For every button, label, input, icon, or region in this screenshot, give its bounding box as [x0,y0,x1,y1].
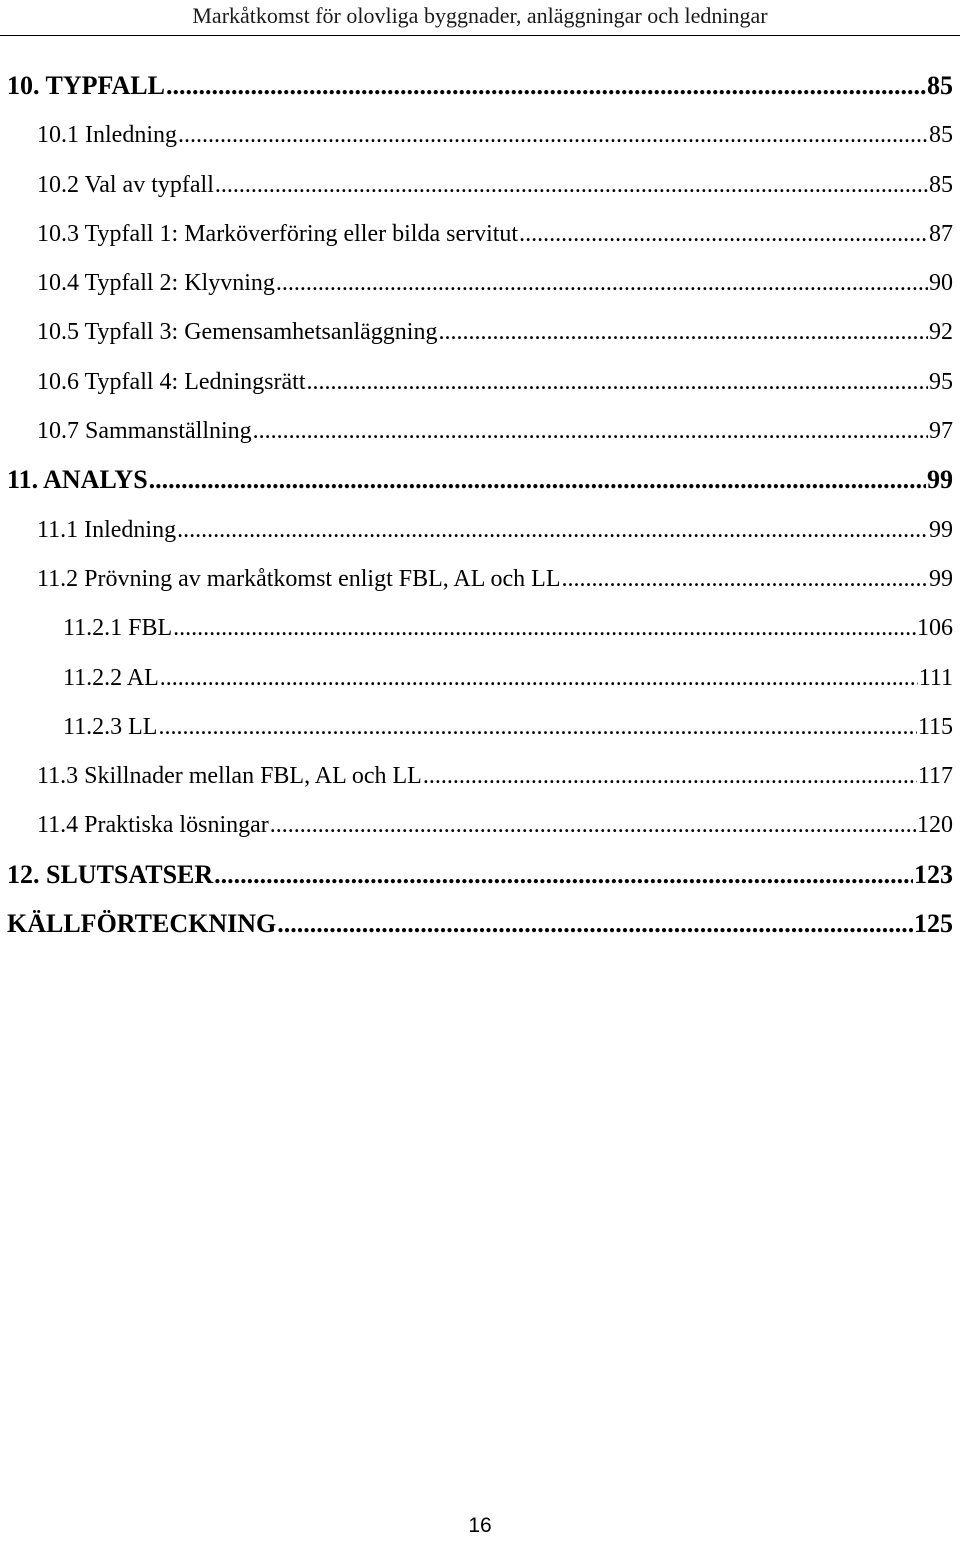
toc-entry-page-number: 85 [927,72,953,100]
toc-entry-title: 11.2.2 AL [63,664,159,691]
toc-entry[interactable] [0,900,960,949]
toc-entry-title: 12. SLUTSATSER [7,860,214,889]
toc-dot-leader [253,417,928,445]
toc-dot-leader [307,368,929,396]
toc-entry-title: 10.5 Typfall 3: Gemensamhetsanläggning [37,319,438,346]
toc-dot-leader [177,516,928,544]
toc-entry-line [63,664,953,692]
toc-entry-line [7,910,953,938]
toc-entry-title: 11.4 Praktiska lösningar [37,812,269,839]
toc-entry-title: 11.2.1 FBL [63,615,173,642]
toc-dot-leader [178,121,928,149]
toc-entry-title: 11.1 Inledning [37,516,177,543]
toc-entry-line [37,516,953,544]
toc-dot-leader [166,72,926,100]
toc-dot-leader [519,220,928,248]
toc-entry-page-number: 120 [917,812,953,839]
toc-dot-leader [160,664,918,692]
toc-entry-line [37,121,953,149]
toc-dot-leader [158,713,916,741]
toc-entry-line [37,220,953,248]
toc-entry-page-number: 125 [914,910,953,939]
toc-entry-line [63,713,953,741]
toc-entry-page-number: 87 [929,220,953,247]
toc-entry-page-number: 99 [929,565,953,592]
toc-dot-leader [215,171,928,199]
toc-dot-leader [173,614,916,642]
toc-entry-line [7,72,953,100]
running-header [0,0,960,36]
toc-dot-leader [149,466,926,494]
toc-entry[interactable] [0,752,960,801]
toc-entry[interactable] [0,210,960,259]
toc-entry-title: 10.7 Sammanställning [37,418,252,445]
toc-entry[interactable] [0,506,960,555]
toc-dot-leader [270,811,916,839]
toc-entry[interactable] [0,801,960,850]
toc-entry-page-number: 90 [929,270,953,297]
toc-entry-line [37,318,953,346]
toc-entry-title: 11.2.3 LL [63,713,158,740]
toc-entry-page-number: 123 [914,860,953,889]
toc-entry[interactable] [0,111,960,160]
toc-entry-line [37,269,953,297]
toc-entry[interactable] [0,456,960,505]
toc-entry-line [37,565,953,593]
toc-entry-line [63,614,953,642]
toc-entry[interactable] [0,703,960,752]
toc-entry[interactable] [0,161,960,210]
toc-entry-page-number: 106 [917,615,953,642]
toc-entry-line [7,861,953,889]
toc-entry[interactable] [0,358,960,407]
toc-dot-leader [423,762,917,790]
toc-entry[interactable] [0,259,960,308]
toc-entry-title: KÄLLFÖRTECKNING [7,910,277,939]
toc-entry-page-number: 115 [917,713,953,740]
toc-entry-page-number: 99 [927,466,953,495]
toc-entry[interactable] [0,62,960,111]
toc-entry-page-number: 95 [929,368,953,395]
toc-dot-leader [214,861,913,889]
toc-entry-title: 11.3 Skillnader mellan FBL, AL och LL [37,763,422,790]
toc-dot-leader [276,269,928,297]
toc-entry-title: 10.6 Typfall 4: Ledningsrätt [37,368,306,395]
toc-entry-page-number: 85 [929,171,953,198]
toc-dot-leader [438,318,928,346]
toc-entry-title: 10.1 Inledning [37,122,177,149]
toc-entry-title: 10.3 Typfall 1: Marköverföring eller bilda servitut [37,220,519,247]
toc-entry-page-number: 111 [918,664,953,691]
toc-entry[interactable] [0,555,960,604]
toc-entry-line [37,171,953,199]
toc-entry[interactable] [0,654,960,703]
running-header-title: Markåtkomst för olovliga byggnader, anläggningar och ledningar [192,3,768,28]
toc-entry-title: 10.4 Typfall 2: Klyvning [37,270,275,297]
toc-entry-title: 11. ANALYS [7,466,148,495]
toc-entry-line [37,417,953,445]
toc-entry-page-number: 117 [917,763,953,790]
toc-entry-page-number: 97 [929,418,953,445]
toc-dot-leader [562,565,929,593]
toc-entry[interactable] [0,407,960,456]
toc-entry[interactable] [0,308,960,357]
toc-entry-title: 10. TYPFALL [7,72,165,100]
toc-entry[interactable] [0,604,960,653]
table-of-contents [0,62,960,949]
toc-entry-line [37,762,953,790]
toc-entry[interactable] [0,851,960,900]
toc-entry-line [37,368,953,396]
toc-dot-leader [277,910,913,938]
toc-entry-title: 10.2 Val av typfall [37,171,214,198]
toc-entry-title: 11.2 Prövning av markåtkomst enligt FBL, AL och LL [37,565,561,592]
toc-entry-page-number: 99 [929,516,953,543]
page-number: 16 [468,1514,492,1537]
toc-entry-page-number: 85 [929,122,953,149]
toc-entry-line [7,466,953,494]
toc-entry-page-number: 92 [929,319,953,346]
toc-entry-line [37,811,953,839]
